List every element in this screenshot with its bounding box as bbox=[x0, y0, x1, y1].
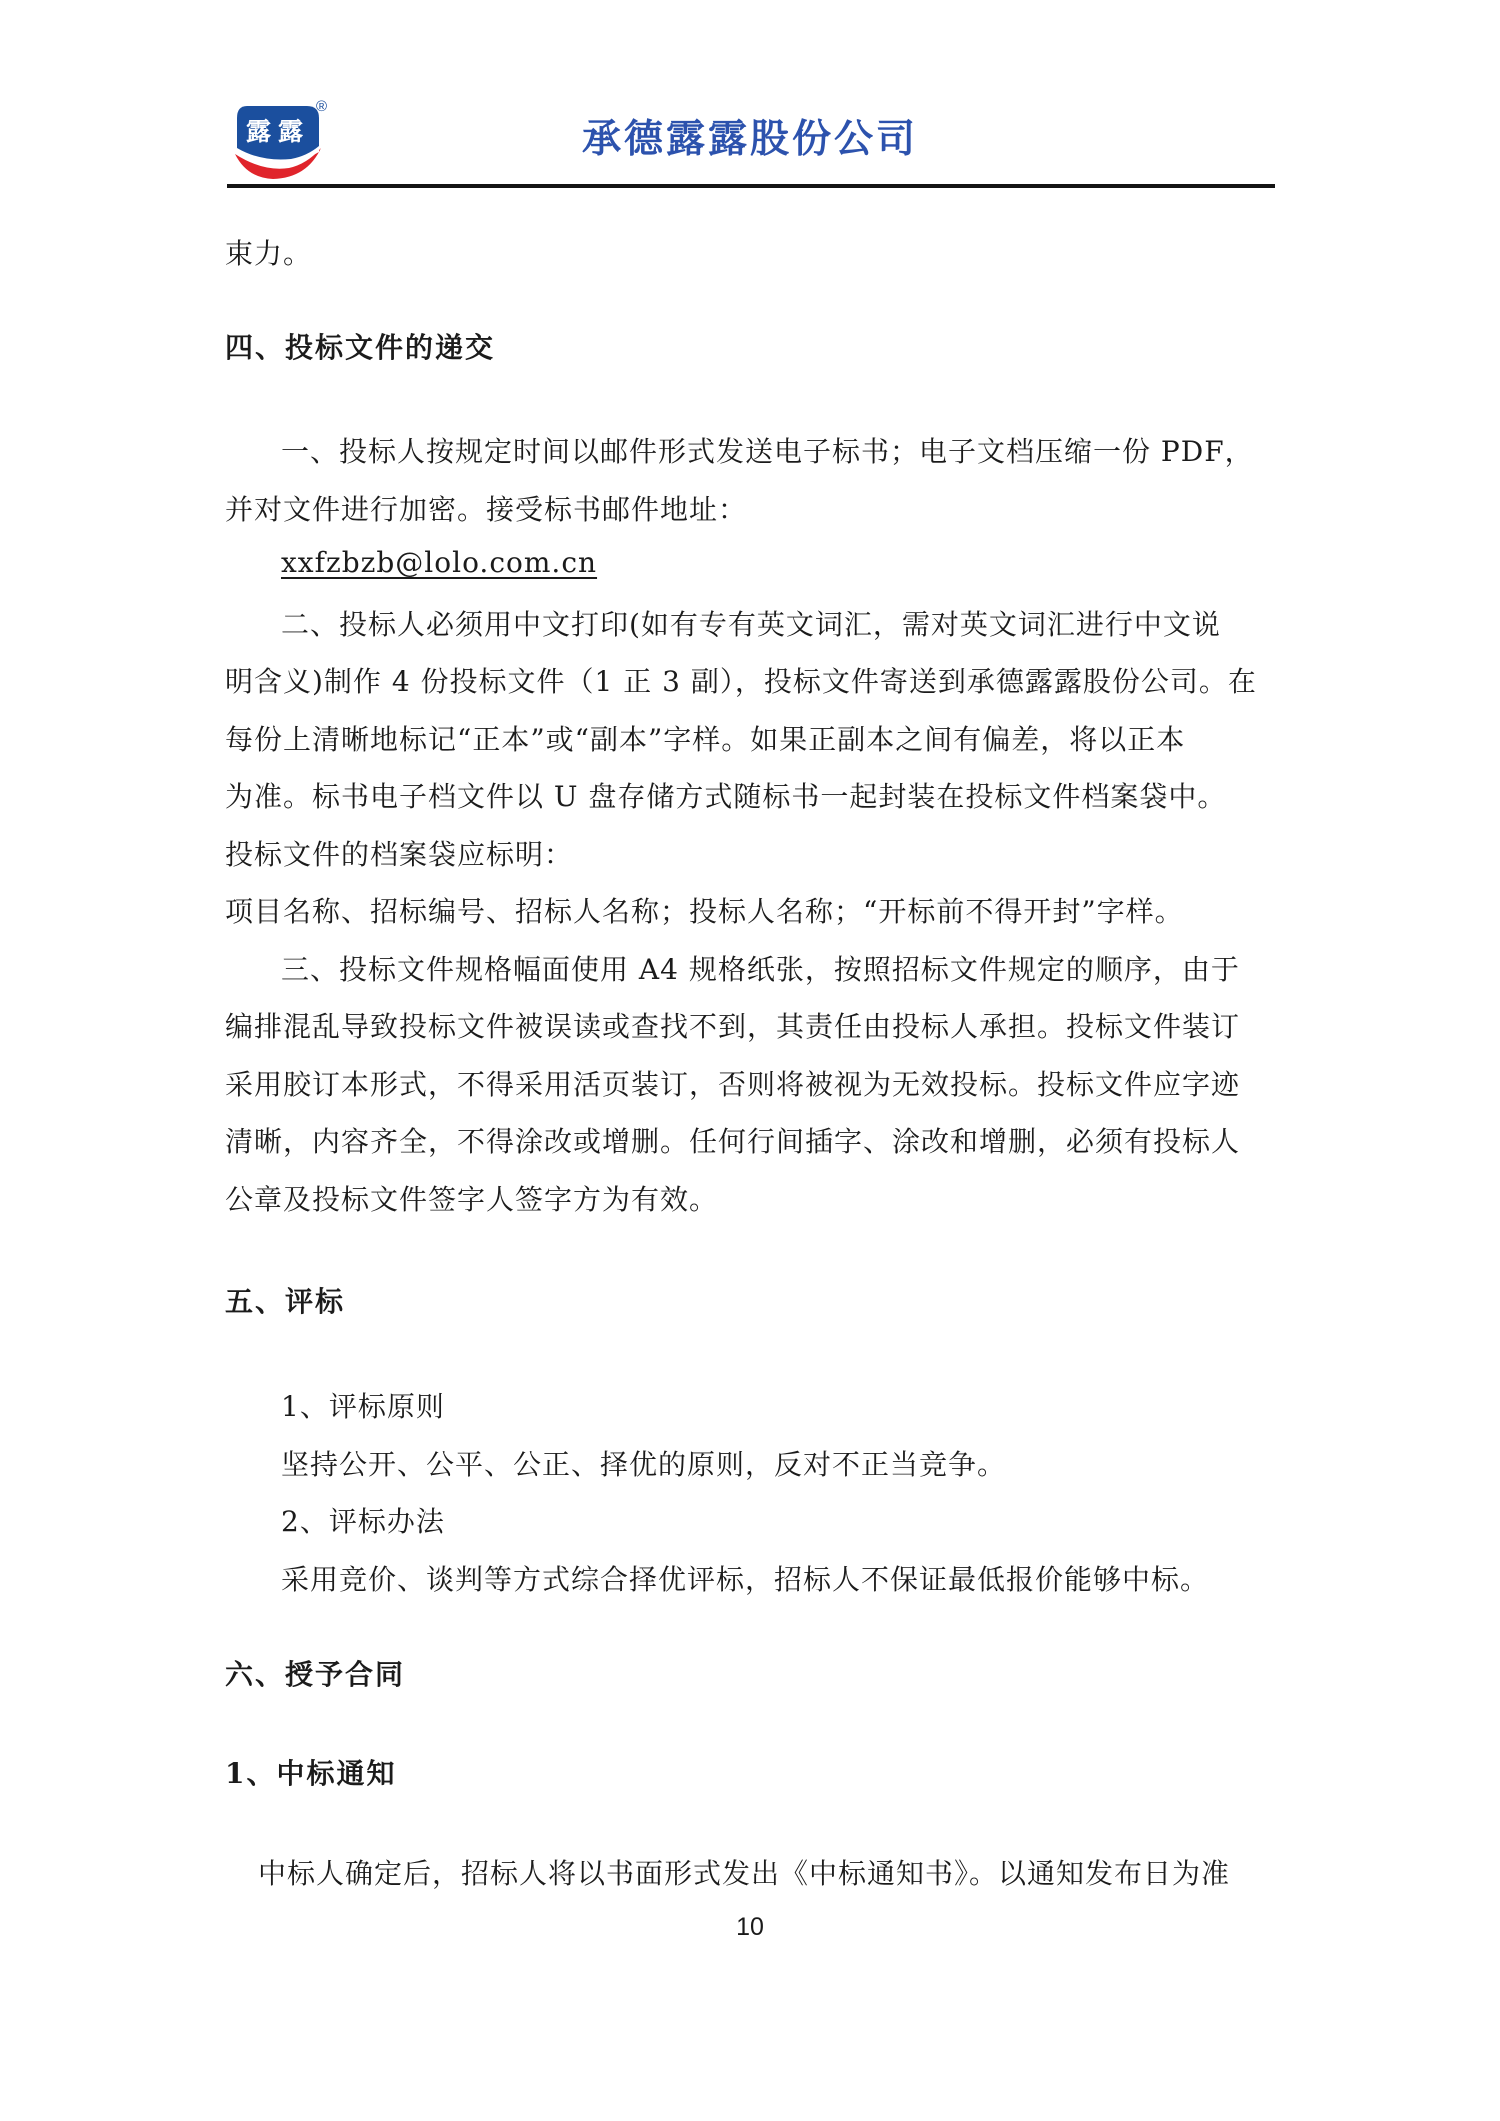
text-line: 并对文件进行加密。接受标书邮件地址： bbox=[225, 493, 748, 526]
text-line: 公章及投标文件签字人签字方为有效。 bbox=[225, 1183, 719, 1216]
company-title: 承德露露股份公司 bbox=[581, 118, 918, 161]
text-line: 明含义)制作 4 份投标文件（1 正 3 副），投标文件寄送到承德露露股份公司。在 bbox=[225, 665, 1257, 698]
text-line: 束力。 bbox=[225, 237, 313, 270]
section-heading: 四、投标文件的递交 bbox=[225, 331, 496, 364]
registered-trademark-icon: ® bbox=[315, 98, 327, 115]
text-line: 一、投标人按规定时间以邮件形式发送电子标书；电子文档压缩一份 PDF， bbox=[281, 435, 1254, 468]
page-number: 10 bbox=[736, 1913, 764, 1941]
text-line: 三、投标文件规格幅面使用 A4 规格纸张，按照招标文件规定的顺序，由于 bbox=[281, 953, 1240, 986]
text-line: 每份上清晰地标记“正本”或“副本”字样。如果正副本之间有偏差，将以正本 bbox=[225, 723, 1186, 756]
section-heading: 1、中标通知 bbox=[225, 1757, 397, 1790]
text-line: 投标文件的档案袋应标明： bbox=[225, 838, 574, 871]
text-line: 二、投标人必须用中文打印(如有专有英文词汇，需对英文词汇进行中文说 bbox=[281, 608, 1221, 641]
text-line: 坚持公开、公平、公正、择优的原则，反对不正当竞争。 bbox=[281, 1448, 1007, 1481]
email-address: xxfzbzb@lolo.com.cn bbox=[281, 546, 598, 579]
text-line: 采用胶订本形式，不得采用活页装订，否则将被视为无效投标。投标文件应字迹 bbox=[225, 1068, 1241, 1101]
section-heading: 六、授予合同 bbox=[225, 1658, 406, 1691]
lulu-logo-text: 露露 bbox=[245, 117, 310, 146]
section-heading: 五、评标 bbox=[225, 1285, 346, 1318]
text-line: 编排混乱导致投标文件被误读或查找不到，其责任由投标人承担。投标文件装订 bbox=[225, 1010, 1241, 1043]
header-divider bbox=[227, 184, 1275, 188]
text-line: 中标人确定后，招标人将以书面形式发出《中标通知书》。以通知发布日为准 bbox=[258, 1857, 1231, 1890]
text-line: 2、评标办法 bbox=[281, 1505, 445, 1538]
text-line: 清晰，内容齐全，不得涂改或增删。任何行间插字、涂改和增删，必须有投标人 bbox=[225, 1125, 1241, 1158]
text-line: 采用竞价、谈判等方式综合择优评标，招标人不保证最低报价能够中标。 bbox=[281, 1563, 1210, 1596]
text-line: 1、评标原则 bbox=[281, 1390, 445, 1423]
text-line: 项目名称、招标编号、招标人名称；投标人名称；“开标前不得开封”字样。 bbox=[225, 895, 1184, 928]
text-line: 为准。标书电子档文件以 U 盘存储方式随标书一起封装在投标文件档案袋中。 bbox=[225, 780, 1227, 813]
